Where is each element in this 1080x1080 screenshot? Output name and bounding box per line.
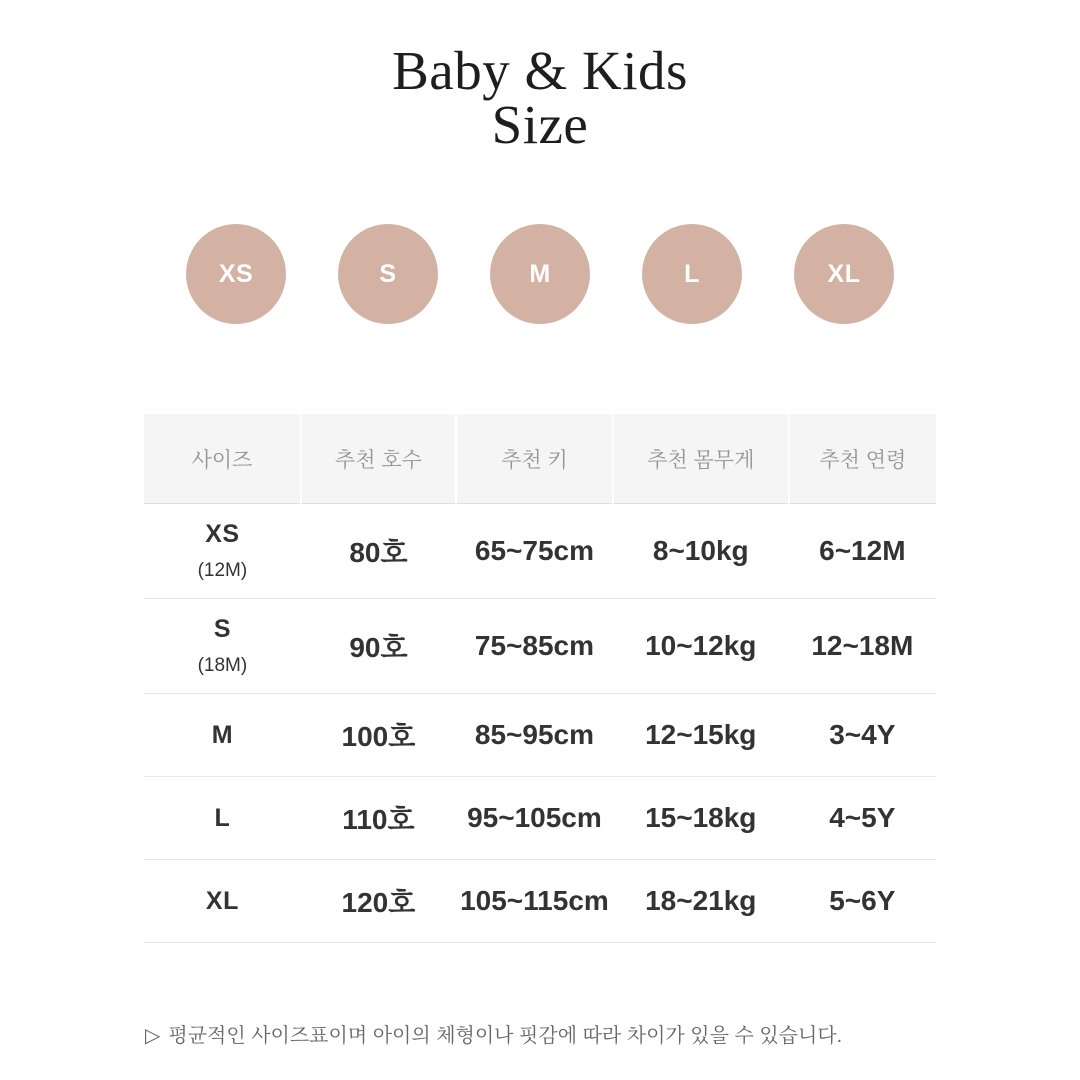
cell-height: 95~105cm bbox=[456, 777, 613, 860]
table-row bbox=[144, 694, 936, 777]
page-title-line-2: Size bbox=[491, 94, 589, 155]
size-label: XS bbox=[205, 520, 240, 548]
cell-hosu: 80호 bbox=[301, 504, 456, 599]
cell-size bbox=[144, 504, 301, 599]
size-badge-s-label: S bbox=[379, 259, 397, 288]
table-row bbox=[144, 777, 936, 860]
cell-hosu: 90호 bbox=[301, 599, 456, 694]
size-sublabel: (12M) bbox=[197, 560, 248, 581]
cell-size bbox=[144, 694, 301, 777]
column-header-height: 추천 키 bbox=[456, 414, 613, 504]
cell-age: 3~4Y bbox=[789, 694, 936, 777]
cell-age: 4~5Y bbox=[789, 777, 936, 860]
size-label: L bbox=[214, 803, 231, 832]
column-header-size: 사이즈 bbox=[144, 414, 301, 504]
cell-size bbox=[144, 777, 301, 860]
page-title bbox=[0, 0, 1080, 155]
size-chart-table bbox=[144, 414, 936, 943]
size-label: M bbox=[211, 720, 234, 749]
table-row bbox=[144, 504, 936, 599]
cell-height: 105~115cm bbox=[456, 860, 613, 943]
cell-age: 6~12M bbox=[789, 504, 936, 599]
cell-hosu: 100호 bbox=[301, 694, 456, 777]
size-disclaimer-text: 평균적인 사이즈표이며 아이의 체형이나 핏감에 따라 차이가 있을 수 있습니다. bbox=[168, 1025, 843, 1047]
table-header-row bbox=[144, 414, 936, 504]
table-row bbox=[144, 599, 936, 694]
size-badge-m bbox=[490, 224, 590, 324]
cell-hosu: 110호 bbox=[301, 777, 456, 860]
size-badge-m-label: M bbox=[529, 259, 551, 288]
size-badge-xl-label: XL bbox=[827, 259, 861, 288]
cell-size bbox=[144, 599, 301, 694]
cell-weight: 18~21kg bbox=[613, 860, 789, 943]
cell-age: 12~18M bbox=[789, 599, 936, 694]
size-badge-s bbox=[338, 224, 438, 324]
cell-height: 75~85cm bbox=[456, 599, 613, 694]
column-header-hosu: 추천 호수 bbox=[301, 414, 456, 504]
size-sublabel: (18M) bbox=[197, 655, 248, 676]
size-label: S bbox=[213, 615, 231, 643]
cell-hosu: 120호 bbox=[301, 860, 456, 943]
size-label: XL bbox=[205, 886, 239, 915]
cell-size bbox=[144, 860, 301, 943]
size-badge-xs bbox=[186, 224, 286, 324]
column-header-weight: 추천 몸무게 bbox=[613, 414, 789, 504]
size-badge-l-label: L bbox=[684, 259, 700, 288]
page-title-line-1: Baby & Kids bbox=[392, 40, 688, 101]
size-badges-row bbox=[0, 224, 1080, 324]
table-row bbox=[144, 860, 936, 943]
cell-height: 85~95cm bbox=[456, 694, 613, 777]
cell-weight: 10~12kg bbox=[613, 599, 789, 694]
size-badge-xs-label: XS bbox=[218, 259, 254, 288]
size-badge-l bbox=[642, 224, 742, 324]
size-badge-xl bbox=[794, 224, 894, 324]
column-header-age: 추천 연령 bbox=[789, 414, 936, 504]
cell-weight: 15~18kg bbox=[613, 777, 789, 860]
triangle-bullet-icon: ▷ bbox=[145, 1025, 161, 1047]
cell-height: 65~75cm bbox=[456, 504, 613, 599]
cell-age: 5~6Y bbox=[789, 860, 936, 943]
cell-weight: 8~10kg bbox=[613, 504, 789, 599]
cell-weight: 12~15kg bbox=[613, 694, 789, 777]
size-disclaimer bbox=[145, 1019, 1080, 1048]
